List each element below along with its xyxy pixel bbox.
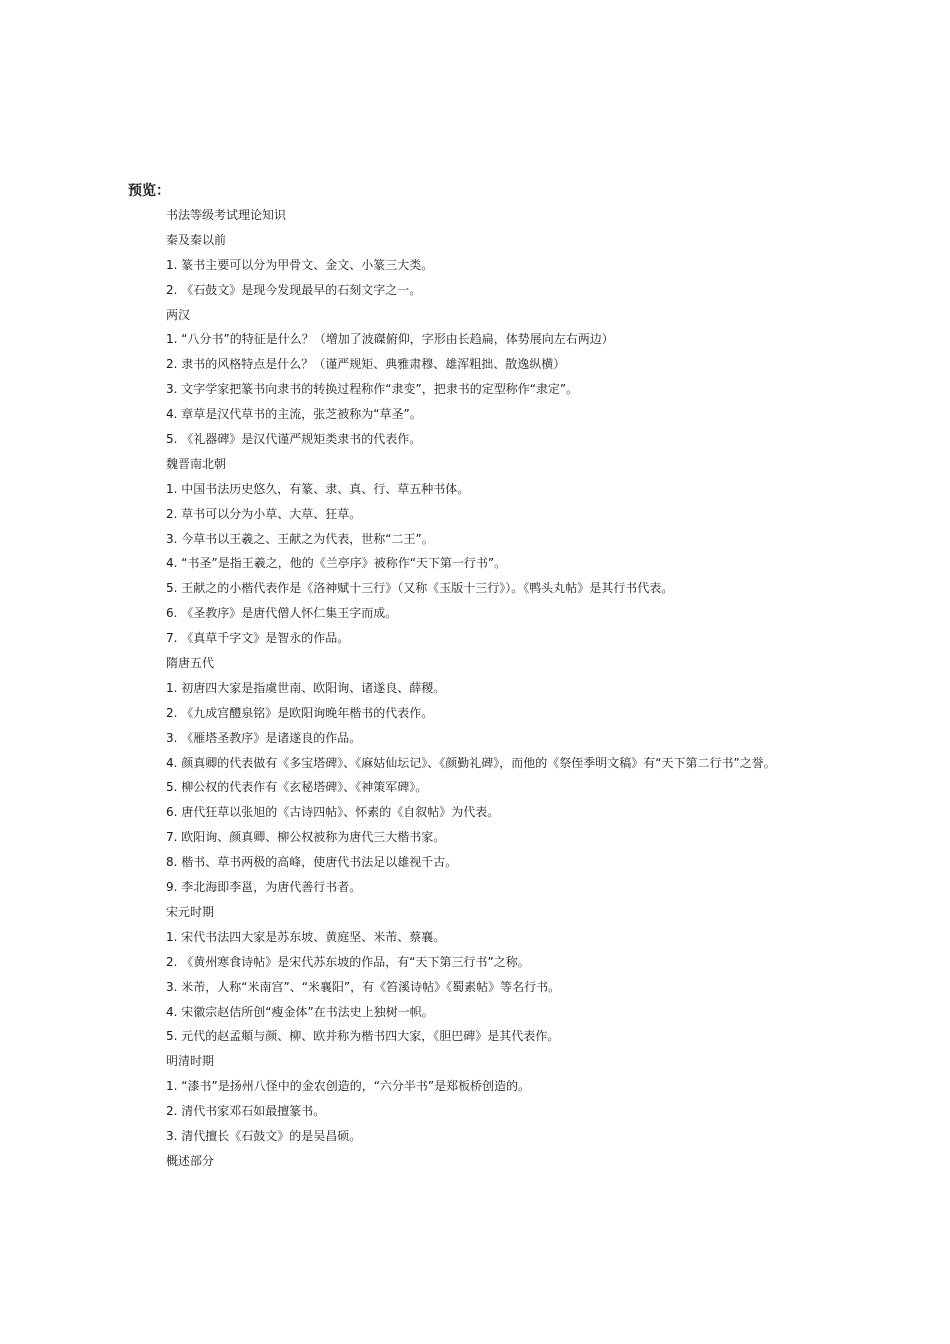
- section-heading: 概述部分: [166, 1153, 215, 1168]
- list-item: 2. 《石鼓文》是现今发现最早的石刻文字之一。: [166, 282, 422, 297]
- section-heading: 两汉: [166, 307, 191, 322]
- list-item: 1. 初唐四大家是指虞世南、欧阳询、诸遂良、薛稷。: [166, 680, 446, 695]
- list-item: 2. 《黄州寒食诗帖》是宋代苏东坡的作品，有“天下第三行书”之称。: [166, 954, 530, 969]
- list-item: 9. 李北海即李邕，为唐代善行书者。: [166, 880, 362, 895]
- list-item: 2. 草书可以分为小草、大草、狂草。: [166, 506, 362, 521]
- section-heading: 明清时期: [166, 1054, 215, 1069]
- list-item: 1. 中国书法历史悠久，有篆、隶、真、行、草五种书体。: [166, 481, 470, 496]
- list-item: 4. 宋徽宗赵佶所创“瘦金体”在书法史上独树一帜。: [166, 1004, 434, 1019]
- document-body: [166, 203, 926, 1174]
- section-heading: 秦及秦以前: [166, 232, 227, 247]
- preview-label: 预览：: [128, 183, 170, 199]
- list-item: 1. 宋代书法四大家是苏东坡、黄庭坚、米芾、蔡襄。: [166, 929, 446, 944]
- list-item: 5. 《礼器碑》是汉代谨严规矩类隶书的代表作。: [166, 432, 422, 447]
- list-item: 1. “漆书”是扬州八怪中的金农创造的，“六分半书”是郑板桥创造的。: [166, 1079, 531, 1094]
- list-item: 3. 《雁塔圣教序》是诸遂良的作品。: [166, 730, 362, 745]
- list-item: 5. 王献之的小楷代表作是《洛神赋十三行》（又称《玉版十三行》）。《鸭头丸帖》是其行书代表。: [166, 581, 674, 596]
- list-item: 8. 楷书、草书两极的高峰，使唐代书法足以雄视千古。: [166, 855, 458, 870]
- list-item: 2. 清代书家邓石如最擅篆书。: [166, 1104, 326, 1119]
- list-item: 3. 今草书以王羲之、王献之为代表，世称“二王”。: [166, 531, 434, 546]
- section-heading: 魏晋南北朝: [166, 456, 227, 471]
- list-item: 3. 清代擅长《石鼓文》的是吴昌硕。: [166, 1128, 362, 1143]
- list-item: 4. 颜真卿的代表做有《多宝塔碑》、《麻姑仙坛记》、《颜勤礼碑》，而他的《祭侄季明文稿》有“天下第二行书”之誉。: [166, 755, 776, 770]
- section-heading: 宋元时期: [166, 904, 215, 919]
- section-heading: 隋唐五代: [166, 656, 215, 671]
- list-item: 7. 《真草千字文》是智永的作品。: [166, 631, 350, 646]
- list-item: 5. 柳公权的代表作有《玄秘塔碑》、《神策军碑》。: [166, 780, 428, 795]
- list-item: 1. “八分书”的特征是什么？（增加了波磔俯仰，字形由长趋扁，体势展向左右两边）: [166, 332, 614, 347]
- list-item: 6. 唐代狂草以张旭的《古诗四帖》、怀素的《自叙帖》为代表。: [166, 805, 500, 820]
- list-item: 2. 《九成宫醴泉铭》是欧阳询晚年楷书的代表作。: [166, 705, 434, 720]
- list-item: 1. 篆书主要可以分为甲骨文、金文、小篆三大类。: [166, 257, 434, 272]
- list-item: 2. 隶书的风格特点是什么？（谨严规矩、典雅肃穆、雄浑粗拙、散逸纵横）: [166, 357, 566, 372]
- list-item: 3. 文字学家把篆书向隶书的转换过程称作“隶变”，把隶书的定型称作“隶定”。: [166, 382, 579, 397]
- list-item: 4. “书圣”是指王羲之，他的《兰亭序》被称作“天下第一行书”。: [166, 556, 507, 571]
- list-item: 3. 米芾，人称“米南宫”、“米襄阳”，有《笞溪诗帖》《蜀素帖》等名行书。: [166, 979, 561, 994]
- document-title: 书法等级考试理论知识: [166, 208, 287, 222]
- list-item: 7. 欧阳询、颜真卿、柳公权被称为唐代三大楷书家。: [166, 830, 446, 845]
- list-item: 5. 元代的赵孟頫与颜、柳、欧并称为楷书四大家，《胆巴碑》是其代表作。: [166, 1029, 560, 1044]
- list-item: 4. 章草是汉代草书的主流，张芝被称为“草圣”。: [166, 407, 422, 422]
- list-item: 6. 《圣教序》是唐代僧人怀仁集王字而成。: [166, 606, 398, 621]
